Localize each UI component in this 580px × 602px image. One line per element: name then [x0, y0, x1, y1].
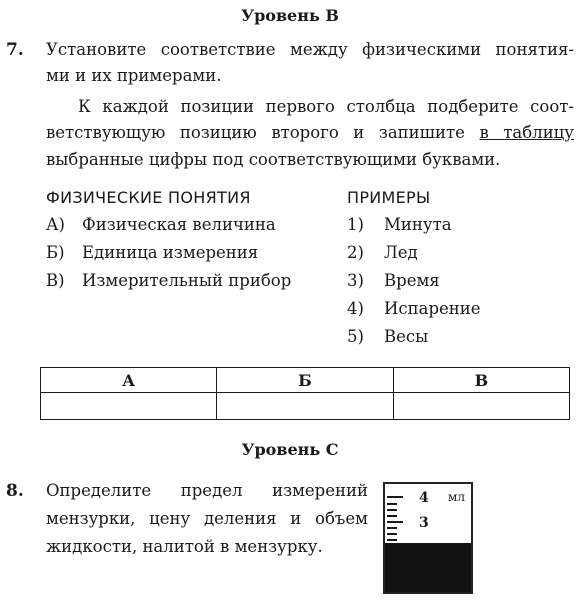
example-text-3: Время: [384, 271, 440, 290]
concept-text-a: Физическая величина: [82, 215, 276, 234]
example-text-5: Весы: [384, 327, 429, 346]
scale-tick: [387, 503, 397, 505]
examples-header: ПРИМЕРЫ: [347, 188, 431, 207]
example-key-1: 1): [347, 215, 364, 234]
concept-text-b: Единица измерения: [82, 243, 259, 262]
scale-tick: [387, 496, 403, 498]
example-text-1: Минута: [384, 215, 452, 234]
scale-tick: [387, 509, 397, 511]
level-b-heading: Уровень B: [241, 6, 339, 25]
question-8-text-line-3: жидкости, налитой в мензурку.: [46, 537, 323, 556]
question-7-text-line-2: ми и их примерами.: [46, 66, 222, 85]
scale-label-3: 3: [419, 515, 429, 531]
scale-tick: [387, 533, 397, 535]
scale-label-4: 4: [419, 490, 429, 506]
instruction-line-2: [46, 123, 574, 142]
concept-key-a: А): [46, 215, 65, 234]
concept-text-v: Измерительный прибор: [82, 271, 292, 290]
answer-cell-a[interactable]: [41, 393, 217, 420]
answer-table-header-b: Б: [217, 368, 393, 393]
example-key-3: 3): [347, 271, 364, 290]
answer-cell-b[interactable]: [217, 393, 393, 420]
level-c-heading: Уровень С: [241, 440, 339, 459]
instruction-line-3: выбранные цифры под соответствующими буквами.: [46, 150, 501, 169]
scale-tick: [387, 527, 397, 529]
question-7-text-line-1: Установите соответствие между физическими понятия-: [46, 40, 574, 59]
unit-label-ml: мл: [448, 490, 465, 504]
concept-key-v: В): [46, 271, 65, 290]
question-8-text-line-2: мензурки, цену деления и объем: [46, 509, 368, 528]
example-key-4: 4): [347, 299, 364, 318]
example-key-2: 2): [347, 243, 364, 262]
answer-table: [40, 367, 570, 420]
answer-table-header-v: В: [393, 368, 569, 393]
example-text-2: Лед: [384, 243, 418, 262]
measuring-cylinder: [383, 482, 473, 594]
scale-tick: [387, 521, 403, 523]
scale-tick: [387, 515, 397, 517]
answer-cell-v[interactable]: [393, 393, 569, 420]
concept-key-b: Б): [46, 243, 65, 262]
question-8-number: 8.: [6, 481, 24, 501]
liquid-fill: [385, 543, 471, 592]
answer-table-header-a: А: [41, 368, 217, 393]
example-key-5: 5): [347, 327, 364, 346]
scale-tick: [387, 539, 397, 541]
question-7-number: 7.: [6, 40, 24, 60]
concepts-header: ФИЗИЧЕСКИЕ ПОНЯТИЯ: [46, 188, 251, 207]
instruction-line-2-text: ветствующую позицию второго и запишите: [46, 123, 480, 142]
question-8-text-line-1: Определите предел измерений: [46, 481, 368, 500]
example-text-4: Испарение: [384, 299, 481, 318]
instruction-line-1: К каждой позиции первого столбца подберите соот-: [78, 97, 574, 116]
instruction-table-link: в таблицу: [479, 123, 575, 142]
